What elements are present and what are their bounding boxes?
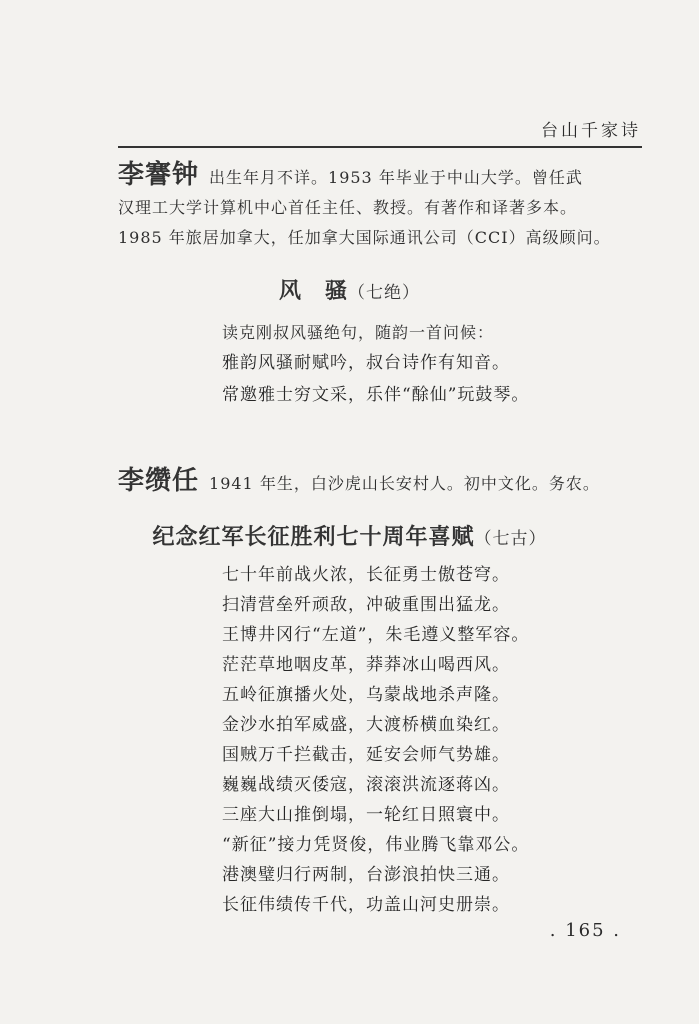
running-header: 台山千家诗 xyxy=(541,121,641,141)
poem-line: 长征伟绩传千代，功盖山河史册崇。 xyxy=(222,895,510,915)
poem-line: 王博井冈行“左道”，朱毛遵义整军容。 xyxy=(222,625,530,645)
author-entry-2 xyxy=(118,466,642,499)
poem-line: 茫茫草地咽皮革，莽莽冰山喝西风。 xyxy=(222,655,510,675)
bio-line: 1985 年旅居加拿大，任加拿大国际通讯公司（CCI）高级顾问。 xyxy=(118,228,611,247)
poem-form: （七古） xyxy=(474,529,547,549)
bio-line: 出生年月不详。1953 年毕业于中山大学。曾任武 xyxy=(209,168,583,187)
poem-line: 扫清营垒歼顽敌，冲破重围出猛龙。 xyxy=(222,595,510,615)
poem-line: 七十年前战火浓，长征勇士傲苍穹。 xyxy=(222,565,510,585)
poem-form: （七绝） xyxy=(348,283,420,303)
author-name: 李謇钟 xyxy=(118,160,200,190)
author-bio xyxy=(118,466,642,499)
poem-line: 港澳璧归行两制，台澎浪拍快三通。 xyxy=(222,865,510,885)
bio-line: 1941 年生，白沙虎山长安村人。初中文化。务农。 xyxy=(209,474,600,493)
author-name: 李缵任 xyxy=(118,466,200,496)
poem-line: 三座大山推倒塌，一轮红日照寰中。 xyxy=(222,805,510,825)
poem-line: 雅韵风骚耐赋吟，叔台诗作有知音。 xyxy=(222,353,510,373)
poem-preface: 读克刚叔风骚绝句，随韵一首问候： xyxy=(222,323,495,342)
poem-line: 常邀雅士穷文采，乐伴“酴仙”玩鼓琴。 xyxy=(222,385,530,405)
page-number: . 165 . xyxy=(549,920,621,941)
poem-line: “新征”接力凭贤俊，伟业腾飞靠邓公。 xyxy=(222,835,530,855)
author-entry-1 xyxy=(118,160,642,253)
poem-line: 金沙水拍军威盛，大渡桥横血染红。 xyxy=(222,715,510,735)
poem-title xyxy=(0,274,699,305)
poem-title xyxy=(0,520,699,551)
poem-title-main: 纪念红军长征胜利七十周年喜赋 xyxy=(152,525,475,550)
header-rule xyxy=(118,146,642,148)
bio-line: 汉理工大学计算机中心首任主任、教授。有著作和译著多本。 xyxy=(118,198,578,217)
poem-body xyxy=(222,560,529,920)
poem-title-main: 风 骚 xyxy=(278,279,348,304)
poem-line: 国贼万千拦截击，延安会师气势雄。 xyxy=(222,745,510,765)
poem-body xyxy=(222,347,529,411)
poem-line: 巍巍战绩灭倭寇，滚滚洪流逐蒋凶。 xyxy=(222,775,510,795)
author-bio xyxy=(118,160,642,193)
poem-line: 五岭征旗播火处，乌蒙战地杀声隆。 xyxy=(222,685,510,705)
